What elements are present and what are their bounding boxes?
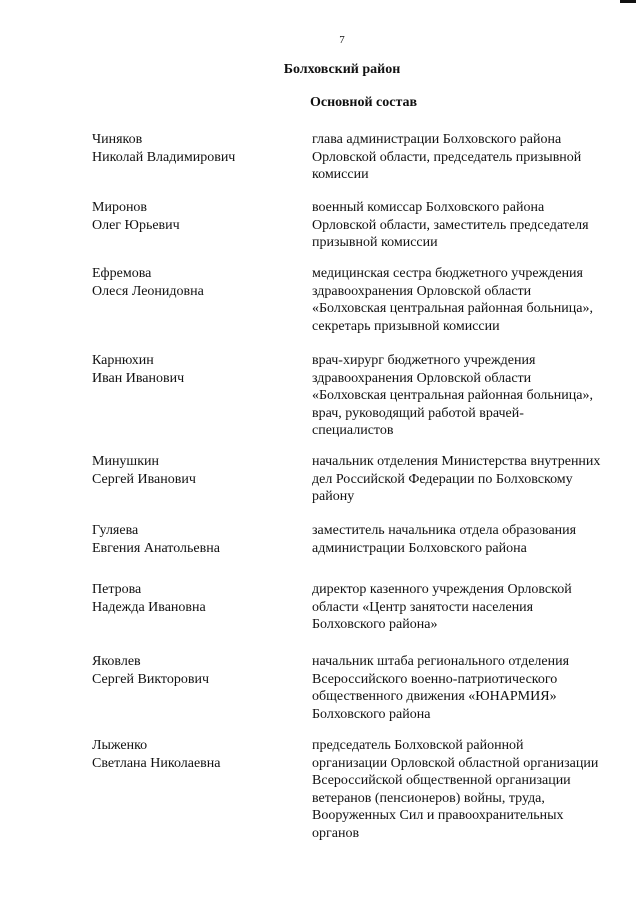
member-given-names: Сергей Иванович bbox=[92, 471, 196, 487]
member-given-names: Иван Иванович bbox=[92, 370, 185, 386]
member-name bbox=[92, 265, 302, 300]
page-number: 7 bbox=[339, 34, 345, 46]
member-name bbox=[92, 453, 302, 488]
member-given-names: Светлана Николаевна bbox=[92, 755, 221, 771]
member-surname: Карнюхин bbox=[92, 353, 154, 368]
member-name bbox=[92, 131, 302, 166]
member-surname: Лыженко bbox=[92, 738, 148, 753]
member-role: военный комиссар Болховского района Орловской области, заместитель председателя призывной комиссии bbox=[312, 200, 589, 250]
member-role: врач-хирург бюджетного учреждения здравоохранения Орловской области «Болховская центральная районная больница», врач, руководящий работой врачей-специалистов bbox=[312, 353, 593, 438]
member-name bbox=[92, 199, 302, 234]
member-surname: Петрова bbox=[92, 582, 142, 597]
district-title: Болховский район bbox=[283, 62, 401, 77]
member-surname: Миронов bbox=[92, 200, 148, 215]
member-role: начальник отделения Министерства внутренних дел Российской Федерации по Болховскому району bbox=[312, 454, 601, 504]
member-role: директор казенного учреждения Орловской области «Центр занятости населения Болховского района» bbox=[312, 582, 572, 632]
member-role: председатель Болховской районной организации Орловской областной организации Всероссийской общественной организации ветеранов (пенсионеров) войны, труда, Вооруженных Сил и правоохранительных органов bbox=[312, 738, 599, 841]
member-name bbox=[92, 653, 302, 688]
member-role: начальник штаба регионального отделения Всероссийского военно-патриотического общественного движения «ЮНАРМИЯ» Болховского района bbox=[312, 654, 570, 722]
member-role: заместитель начальника отдела образования администрации Болховского района bbox=[312, 523, 577, 556]
member-given-names: Сергей Викторович bbox=[92, 671, 210, 687]
member-name bbox=[92, 352, 302, 387]
member-role: медицинская сестра бюджетного учреждения здравоохранения Орловской области «Болховская центральная районная больница», секретарь призывной комиссии bbox=[312, 266, 593, 334]
member-surname: Яковлев bbox=[92, 654, 141, 669]
scan-edge-mark bbox=[620, 0, 636, 3]
member-surname: Гуляева bbox=[92, 523, 139, 538]
member-given-names: Евгения Анатольевна bbox=[92, 540, 220, 556]
member-surname: Ефремова bbox=[92, 266, 152, 281]
member-name bbox=[92, 737, 302, 772]
member-given-names: Надежда Ивановна bbox=[92, 599, 206, 615]
member-role: глава администрации Болховского района Орловской области, председатель призывной комиссии bbox=[312, 132, 582, 182]
member-given-names: Николай Владимирович bbox=[92, 149, 236, 165]
member-name bbox=[92, 581, 302, 616]
section-title: Основной состав bbox=[310, 95, 418, 110]
member-given-names: Олег Юрьевич bbox=[92, 217, 180, 233]
member-given-names: Олеся Леонидовна bbox=[92, 283, 204, 299]
member-surname: Чиняков bbox=[92, 132, 143, 147]
member-name bbox=[92, 522, 302, 557]
member-surname: Минушкин bbox=[92, 454, 159, 469]
